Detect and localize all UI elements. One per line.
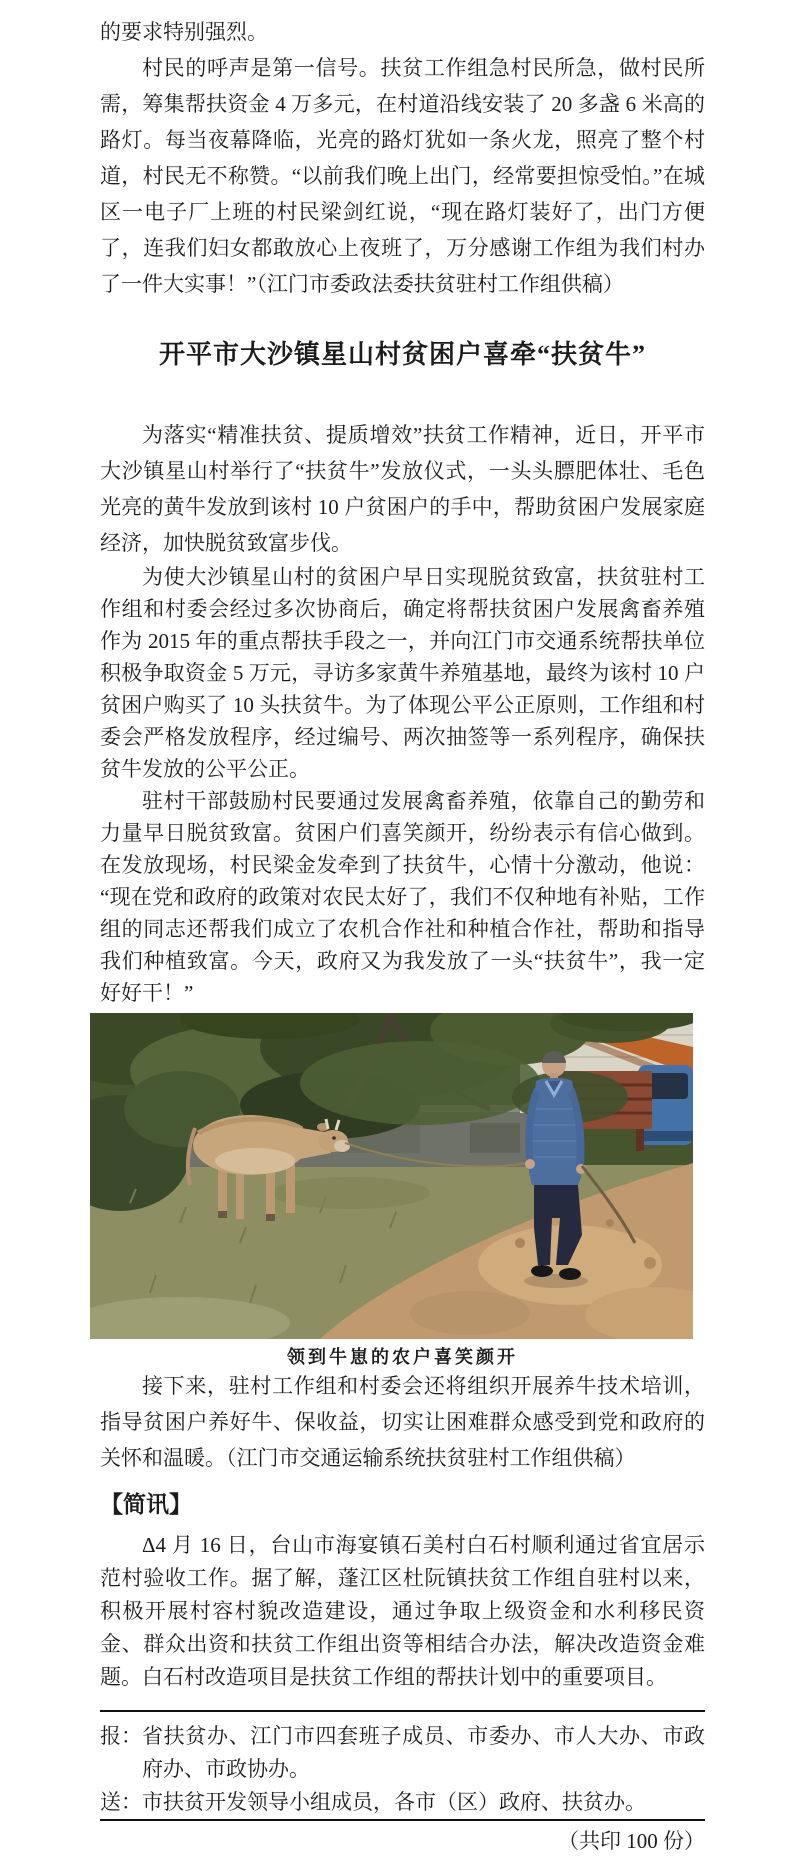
send-text: 市扶贫开发领导小组成员，各市（区）政府、扶贫办。: [142, 1790, 646, 1814]
streetlight-paragraph: 村民的呼声是第一信号。扶贫工作组急村民所急，做村民所需，筹集帮扶资金 4 万多元，在村道沿线安装了 20 多盏 6 米高的路灯。每当夜幕降临，光亮的路灯犹如一条火龙，照亮了整个村道，村民无不称赞。“以前我们晚上出门，经常要担惊受怕。”在城区一电子厂上班的村民梁剑红说，“现在路灯装好了，出门方便了，连我们妇女都敢放心上夜班了，万分感谢工作组为我们村办了一件大实事！”（江门市委政法委扶贫驻村工作组供稿）: [100, 56, 705, 296]
photo-caption: 领到牛崽的农户喜笑颜开: [287, 1347, 518, 1367]
briefs-section-header: 【简讯】: [100, 1492, 192, 1517]
divider-line-top: [100, 1710, 705, 1712]
send-label: 送：: [100, 1790, 142, 1814]
divider-line-bottom: [100, 1819, 705, 1821]
send-line: [100, 1786, 705, 1819]
article-paragraph-2: 为使大沙镇星山村的贫困户早日实现脱贫致富，扶贫驻村工作组和村委会经过多次协商后，确定将帮扶贫困户发展禽畜养殖作为 2015 年的重点帮扶手段之一，并向江门市交通系统帮扶单位积极争取资金 5 万元，寻访多家黄牛养殖基地，最终为该村 10 户贫困户购买了 10 头扶贫牛。为了体现公平公正原则，工作组和村委会严格发放程序，经过编号、两次抽签等一系列程序，确保扶贫牛发放的公平公正。: [100, 565, 705, 781]
print-count: （共印 100 份）: [558, 1829, 705, 1853]
photo-farmer-leading-cow: [90, 1013, 693, 1339]
brief-item: Δ4 月 16 日，台山市海宴镇石美村白石村顺利通过省宜居示范村验收工作。据了解，蓬江区杜阮镇扶贫工作组自驻村以来，积极开展村容村貌改造建设，通过争取上级资金和水利移民资金、群众出资和扶贫工作组出资等相结合办法，解决改造资金难题。白石村改造项目是扶贫工作组的帮扶计划中的重要项目。: [100, 1533, 705, 1689]
report-line: [100, 1720, 705, 1786]
continuation-paragraph: 的要求特别强烈。: [100, 20, 268, 44]
article-paragraph-3: 驻村干部鼓励村民要通过发展禽畜养殖，依靠自己的勤劳和力量早日脱贫致富。贫困户们喜笑颜开，纷纷表示有信心做到。在发放现场，村民梁金发牵到了扶贫牛，心情十分激动，他说：“现在党和政府的政策对农民太好了，我们不仅种地有补贴，工作组的同志还帮我们成立了农机合作社和种植合作社，帮助和指导我们种植致富。今天，政府又为我发放了一头“扶贫牛”，我一定好好干！”: [100, 789, 705, 1005]
report-label: 报：: [100, 1724, 142, 1748]
report-text: 省扶贫办、江门市四套班子成员、市委办、市人大办、市政府办、市政协办。: [142, 1724, 705, 1781]
article-paragraph-1: 为落实“精准扶贫、提质增效”扶贫工作精神，近日，开平市大沙镇星山村举行了“扶贫牛”发放仪式，一头头膘肥体壮、毛色光亮的黄牛发放到该村 10 户贫困户的手中，帮助贫困户发展家庭经济，加快脱贫致富步伐。: [100, 423, 705, 555]
photo-illustration: [90, 1013, 693, 1339]
article-closing-paragraph: 接下来，驻村工作组和村委会还将组织开展养牛技术培训，指导贫困户养好牛、保收益，切实让困难群众感受到党和政府的关怀和温暖。（江门市交通运输系统扶贫驻村工作组供稿）: [100, 1374, 705, 1470]
article-title: 开平市大沙镇星山村贫困户喜牵“扶贫牛”: [158, 340, 646, 369]
